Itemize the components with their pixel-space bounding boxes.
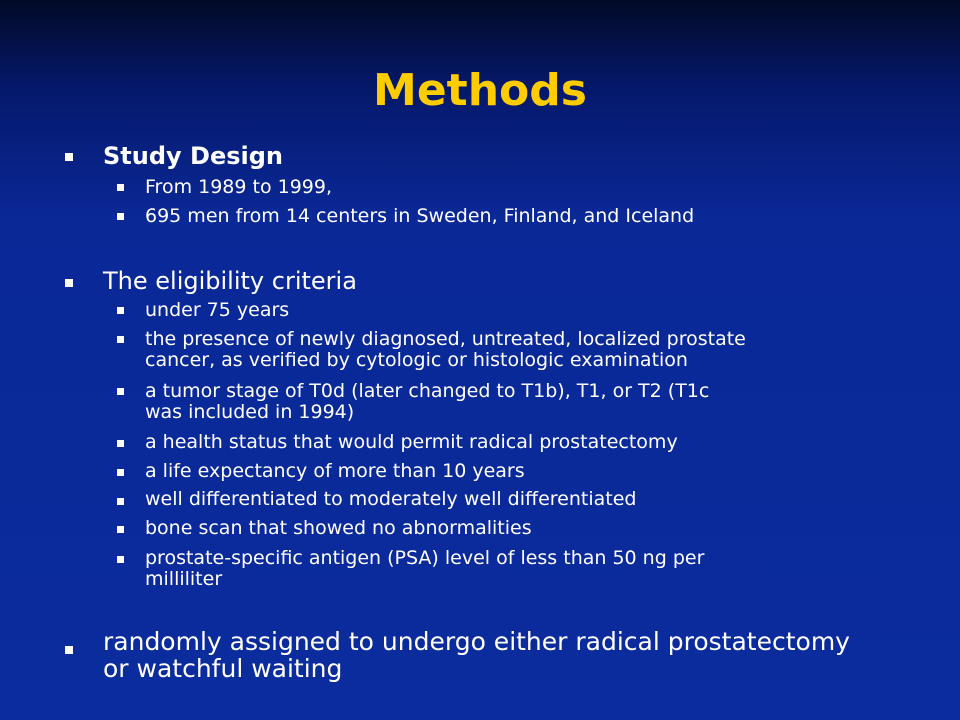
bullet-square-icon: [117, 440, 124, 447]
bullet-square-icon: [117, 213, 124, 220]
bullet-square-icon: [65, 153, 73, 161]
bullet-square-icon: [117, 307, 124, 314]
study-design-item: From 1989 to 1999,: [145, 176, 333, 198]
assignment-text-continued: or watchful waiting: [103, 654, 343, 683]
bullet-square-icon: [117, 556, 124, 563]
bullet-square-icon: [117, 498, 124, 505]
bullet-square-icon: [117, 184, 124, 191]
slide-title: Methods: [373, 65, 587, 116]
eligibility-item: well differentiated to moderately well differentiated: [145, 488, 637, 510]
bullet-square-icon: [117, 526, 124, 533]
bullet-square-icon: [65, 279, 73, 287]
bullet-square-icon: [117, 336, 124, 343]
bullet-square-icon: [117, 388, 124, 395]
eligibility-item-continued: cancer, as verified by cytologic or histologic examination: [145, 349, 688, 371]
eligibility-item: the presence of newly diagnosed, untreated, localized prostate: [145, 328, 746, 350]
assignment-text: randomly assigned to undergo either radical prostatectomy: [103, 627, 850, 656]
eligibility-item: prostate-specific antigen (PSA) level of less than 50 ng per: [145, 547, 705, 569]
eligibility-item-continued: milliliter: [145, 568, 223, 590]
eligibility-heading: The eligibility criteria: [103, 267, 357, 295]
eligibility-item: a life expectancy of more than 10 years: [145, 460, 525, 482]
eligibility-item: under 75 years: [145, 299, 290, 321]
study-design-heading: Study Design: [103, 142, 283, 170]
study-design-item: 695 men from 14 centers in Sweden, Finland, and Iceland: [145, 205, 695, 227]
eligibility-item: a tumor stage of T0d (later changed to T1b), T1, or T2 (T1c: [145, 380, 710, 402]
bullet-square-icon: [65, 646, 73, 654]
eligibility-item: a health status that would permit radical prostatectomy: [145, 431, 678, 453]
eligibility-item-continued: was included in 1994): [145, 401, 355, 423]
eligibility-item: bone scan that showed no abnormalities: [145, 517, 532, 539]
bullet-square-icon: [117, 469, 124, 476]
